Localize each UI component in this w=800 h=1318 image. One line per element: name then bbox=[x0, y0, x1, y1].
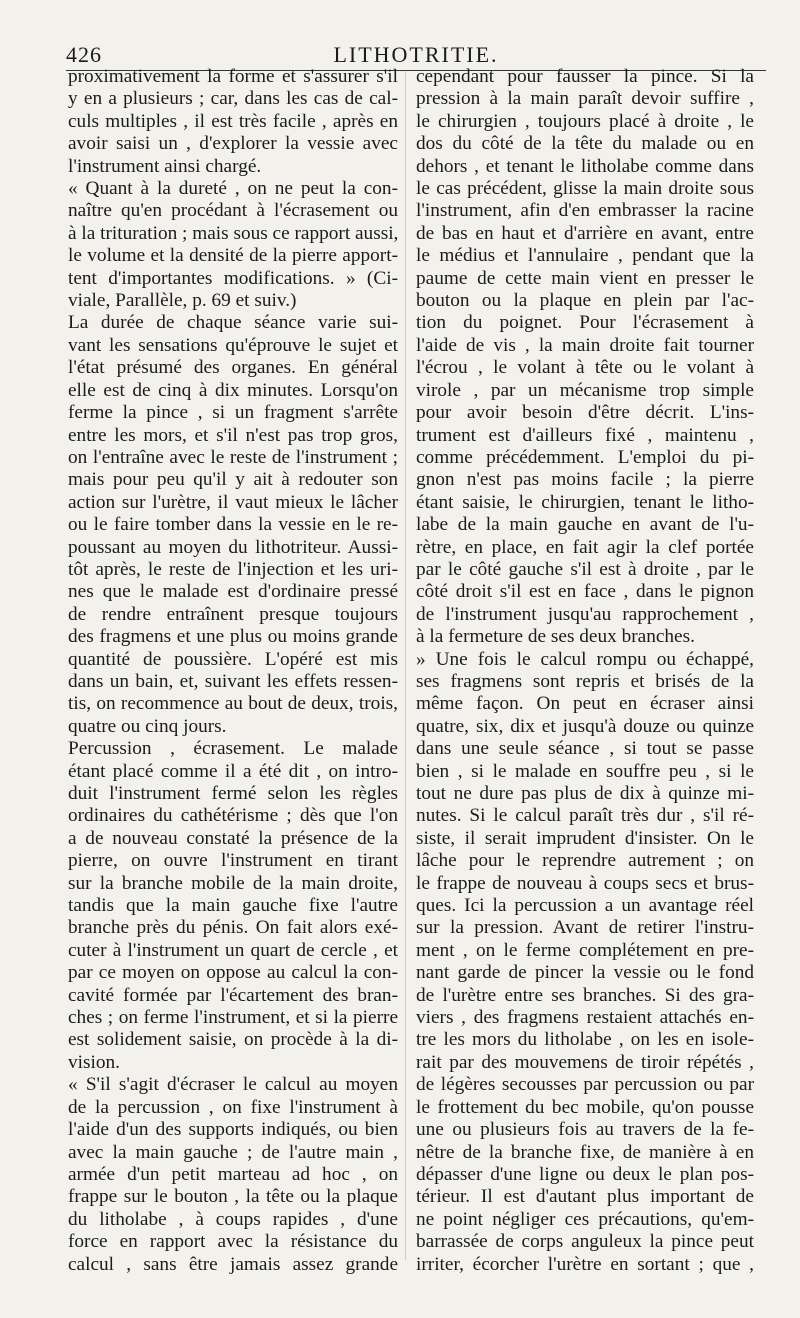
text-line: dans un bain, et, suivant les effets ressen- bbox=[68, 670, 398, 692]
text-line: gnon n'est pas moins facile ; la pierre bbox=[416, 469, 754, 491]
text-line: le médius et l'annulaire , pendant que la bbox=[416, 245, 754, 267]
text-line: étant placé comme il a été dit , on intro- bbox=[68, 760, 398, 782]
text-line: virole , par un mécanisme trop simple bbox=[416, 379, 754, 401]
text-line: bien , si le malade en souffre peu , si le bbox=[416, 760, 754, 782]
text-line: cependant pour fausser la pince. Si la bbox=[416, 66, 754, 87]
text-line: action sur l'urètre, il vaut mieux le lâcher bbox=[68, 491, 398, 513]
text-line: dans une seule séance , si tout se passe bbox=[416, 738, 754, 760]
text-line: dos du côté de la tête du malade ou en bbox=[416, 133, 754, 155]
text-line: ses fragmens sont repris et brisés de la bbox=[416, 670, 754, 692]
left-column bbox=[68, 66, 398, 1276]
text-line: sur la branche mobile de la main droite, bbox=[68, 872, 398, 894]
text-line: tout ne dure pas plus de dix à quinze mi- bbox=[416, 783, 754, 804]
text-line: tre les mors du litholabe , on les en isole- bbox=[416, 1029, 754, 1051]
text-line: La durée de chaque séance varie sui- bbox=[68, 312, 398, 334]
text-line: nant garde de pincer la vessie ou le fond bbox=[416, 962, 754, 984]
text-line: frappe sur le bouton , la tête ou la plaque bbox=[68, 1186, 398, 1208]
text-line: l'écrou , le volant à tête ou le volant à bbox=[416, 357, 754, 379]
text-line: proximativement la forme et s'assurer s'il bbox=[68, 66, 398, 87]
text-line: armée d'un petit marteau ad hoc , on bbox=[68, 1163, 398, 1185]
text-line: est solidement saisie, on procède à la di- bbox=[68, 1029, 398, 1051]
text-line: dépasser d'une ligne ou deux le plan pos- bbox=[416, 1163, 754, 1185]
text-line: quantité de poussière. L'opéré est mis bbox=[68, 648, 398, 670]
text-line: ferme la pince , si un fragment s'arrête bbox=[68, 402, 398, 424]
text-line: l'aide de vis , la main droite fait tourner bbox=[416, 334, 754, 356]
text-line: ches ; on ferme l'instrument, et si la pierre bbox=[68, 1007, 398, 1029]
text-line: à la fermeture de ses deux branches. bbox=[416, 626, 695, 648]
text-line: côté droit s'il est en face , dans le pignon bbox=[416, 581, 754, 603]
text-line: tion du poignet. Pour l'écrasement à bbox=[416, 312, 754, 334]
text-line: tandis que la main gauche fixe l'autre bbox=[68, 895, 398, 917]
text-line: cuter à l'instrument un quart de cercle , et bbox=[68, 939, 398, 961]
text-line: tent d'importantes modifications. » (Ci- bbox=[68, 267, 398, 289]
text-line: nêtre de la branche fixe, de manière à en bbox=[416, 1141, 754, 1163]
text-line: à la trituration ; mais sous ce rapport aussi, bbox=[68, 222, 398, 244]
text-line: une ou plusieurs fois au travers de la fe- bbox=[416, 1119, 754, 1141]
text-line: ment , on le ferme complétement en pre- bbox=[416, 939, 754, 961]
text-line: le frottement du bec mobile, qu'on pousse bbox=[416, 1096, 754, 1118]
text-line: le chirurgien , toujours placé à droite , le bbox=[416, 110, 754, 132]
text-line: labe de la main gauche en avant de l'u- bbox=[416, 514, 754, 536]
text-line: bouton ou la plaque en plein par l'ac- bbox=[416, 290, 754, 312]
text-line: Percussion , écrasement. Le malade bbox=[68, 738, 398, 760]
text-line: dehors , et tenant le litholabe comme dans bbox=[416, 155, 754, 177]
text-line: cavité formée par l'écartement des bran- bbox=[68, 984, 398, 1006]
text-line: a de nouveau constaté la présence de la bbox=[68, 827, 398, 849]
text-line: de la percussion , on fixe l'instrument à bbox=[68, 1096, 398, 1118]
text-line: quatre, six, dix et jusqu'à douze ou quinze bbox=[416, 715, 754, 737]
text-line: des fragmens et une plus ou moins grande bbox=[68, 626, 398, 648]
text-line: » Une fois le calcul rompu ou échappé, bbox=[416, 648, 754, 670]
text-line: ques. Ici la percussion a un avantage réel bbox=[416, 895, 754, 917]
text-line: lâche pour le reprendre autrement ; on bbox=[416, 850, 754, 872]
text-line: « Quant à la dureté , on ne peut la con- bbox=[68, 178, 398, 200]
running-title: LITHOTRITIE. bbox=[333, 42, 499, 67]
text-line: l'aide d'un des supports indiqués, ou bien bbox=[68, 1119, 398, 1141]
right-column bbox=[416, 66, 754, 1276]
text-line: irriter, écorcher l'urètre en sortant ; que , bbox=[416, 1253, 754, 1275]
text-line: force en rapport avec la résistance du bbox=[68, 1231, 398, 1253]
text-line: ordinaires du cathétérisme ; dès que l'on bbox=[68, 805, 398, 827]
text-line: l'état présumé des organes. En général bbox=[68, 357, 398, 379]
text-line: siste, il serait imprudent d'insister. On le bbox=[416, 827, 754, 849]
text-line: vision. bbox=[68, 1051, 120, 1073]
text-line: ne point négliger ces précautions, qu'em- bbox=[416, 1208, 754, 1230]
text-line: duit l'instrument fermé selon les règles bbox=[68, 783, 398, 804]
text-line: rètre, en place, en fait agir la clef portée bbox=[416, 536, 754, 558]
text-line: trument est d'ailleurs fixé , maintenu , bbox=[416, 424, 754, 446]
text-line: pour avoir besoin d'être décrit. L'ins- bbox=[416, 402, 754, 424]
text-line: tôt après, le reste de l'injection et les uri- bbox=[68, 558, 398, 580]
text-line: tis, on recommence au bout de deux, trois, bbox=[68, 693, 398, 715]
text-line: elle est de cinq à dix minutes. Lorsqu'on bbox=[68, 379, 398, 401]
text-line: sur la pression. Avant de retirer l'instru- bbox=[416, 917, 754, 939]
text-line: calcul , sans être jamais assez grande bbox=[68, 1253, 398, 1275]
text-line: le cas précédent, glisse la main droite sous bbox=[416, 178, 754, 200]
text-line: pierre, on ouvre l'instrument en tirant bbox=[68, 850, 398, 872]
text-line: de rendre entraînent presque toujours bbox=[68, 603, 398, 625]
text-line: par ce moyen on oppose au calcul la con- bbox=[68, 962, 398, 984]
column-divider bbox=[405, 70, 406, 1260]
text-line: avec la main gauche ; de l'autre main , bbox=[68, 1141, 398, 1163]
page-number: 426 bbox=[66, 42, 102, 67]
text-line: y en a plusieurs ; car, dans les cas de cal- bbox=[68, 88, 398, 110]
text-line: entre les mors, et s'il n'est pas trop gros, bbox=[68, 424, 398, 446]
text-line: l'instrument ainsi chargé. bbox=[68, 155, 262, 177]
text-line: vant les sensations qu'éprouve le sujet et bbox=[68, 334, 398, 356]
text-line: de bas en haut et d'arrière en avant, entre bbox=[416, 222, 754, 244]
text-line: rait par des mouvemens de tiroir répétés , bbox=[416, 1051, 754, 1073]
text-line: le volume et la densité de la pierre apport- bbox=[68, 245, 398, 267]
text-line: le frappe de nouveau à coups secs et brus- bbox=[416, 872, 754, 894]
text-line: poussant au moyen du lithotriteur. Aussi- bbox=[68, 536, 398, 558]
text-line: térieur. Il est d'autant plus important de bbox=[416, 1186, 754, 1208]
text-line: pression à la main paraît devoir suffire , bbox=[416, 88, 754, 110]
text-line: l'instrument, afin d'en embrasser la racine bbox=[416, 200, 754, 222]
text-line: naître qu'en procédant à l'écrasement ou bbox=[68, 200, 398, 222]
text-line: comme précédemment. L'emploi du pi- bbox=[416, 446, 754, 468]
text-line: « S'il s'agit d'écraser le calcul au moyen bbox=[68, 1074, 398, 1096]
text-line: par le côté gauche s'il est à droite , par le bbox=[416, 558, 754, 580]
text-line: ou le faire tomber dans la vessie en le re- bbox=[68, 514, 398, 536]
text-line: avoir saisi un , d'explorer la vessie avec bbox=[68, 133, 398, 155]
text-line: viale, Parallèle, p. 69 et suiv.) bbox=[68, 290, 297, 312]
text-line: du litholabe , à coups rapides , d'une bbox=[68, 1208, 398, 1230]
text-line: de l'urètre entre ses branches. Si des gra- bbox=[416, 984, 754, 1006]
text-line: branche près du pénis. On fait alors exé- bbox=[68, 917, 398, 939]
text-line: barrassée de corps anguleux la pince peut bbox=[416, 1231, 754, 1253]
text-line: quatre ou cinq jours. bbox=[68, 715, 227, 737]
text-line: de légères secousses par percussion ou par bbox=[416, 1074, 754, 1096]
text-line: culs multiples , il est très facile , après en bbox=[68, 110, 398, 132]
text-line: paume de cette main vient en presser le bbox=[416, 267, 754, 289]
text-line: mais pour peu qu'il y ait à redouter son bbox=[68, 469, 398, 491]
text-line: on l'entraîne avec le reste de l'instrument ; bbox=[68, 446, 398, 468]
text-line: viers , des fragmens restaient attachés en- bbox=[416, 1007, 754, 1029]
text-line: nutes. Si le calcul paraît très dur , s'il ré- bbox=[416, 805, 754, 827]
text-line: nes que le malade est d'ordinaire pressé bbox=[68, 581, 398, 603]
text-line: étant saisie, le chirurgien, tenant le litho- bbox=[416, 491, 754, 513]
text-line: de l'instrument jusqu'au rapprochement , bbox=[416, 603, 754, 625]
text-line: même façon. On peut en écraser ainsi bbox=[416, 693, 754, 715]
